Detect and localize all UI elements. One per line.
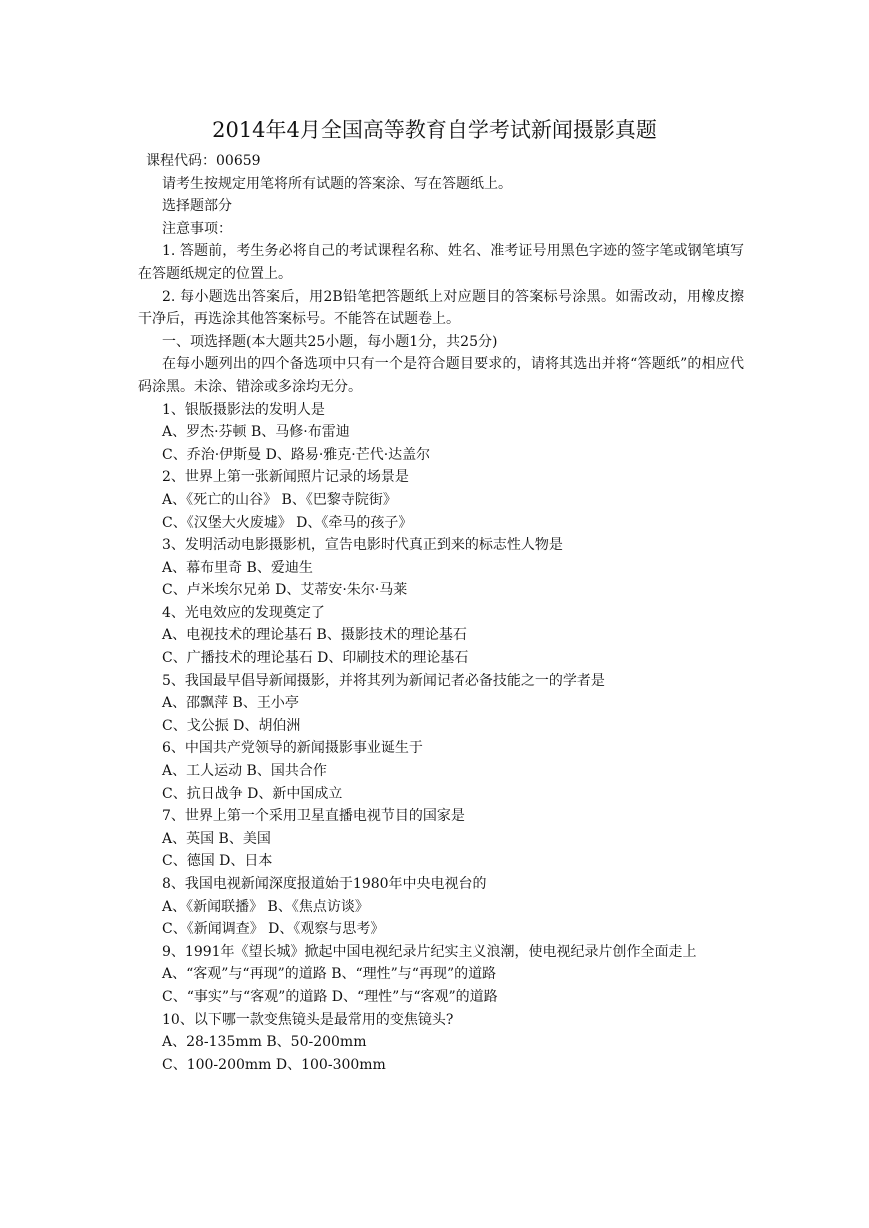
question-9-options-cd: C、“事实”与“客观”的道路 D、“理性”与“客观”的道路 bbox=[162, 988, 498, 1005]
question-6-options-cd: C、抗日战争 D、新中国成立 bbox=[162, 785, 343, 802]
question-3-options-cd: C、卢米埃尔兄弟 D、艾蒂安·朱尔·马莱 bbox=[162, 582, 408, 599]
question-9: 9、1991年《望长城》掀起中国电视纪录片纪实主义浪潮，使电视纪录片创作全面走上 bbox=[162, 943, 697, 960]
document-body bbox=[138, 150, 744, 1076]
question-7-options-ab: A、英国 B、美国 bbox=[162, 830, 271, 847]
note-2: 2. 每小题选出答案后，用2B铅笔把答题纸上对应题目的答案标号涂黑。如需改动，用橡皮擦干净后，再选涂其他答案标号。不能答在试题卷上。 bbox=[138, 288, 744, 328]
question-5: 5、我国最早倡导新闻摄影，并将其列为新闻记者必备技能之一的学者是 bbox=[162, 672, 605, 689]
question-3: 3、发明活动电影摄影机，宣告电影时代真正到来的标志性人物是 bbox=[162, 537, 563, 554]
question-1: 1、银版摄影法的发明人是 bbox=[162, 401, 325, 418]
question-8-options-ab: A、《新闻联播》 B、《焦点访谈》 bbox=[162, 898, 369, 915]
question-9-options-ab: A、“客观”与“再现”的道路 B、“理性”与“再现”的道路 bbox=[162, 966, 497, 983]
question-2-options-cd: C、《汉堡大火废墟》 D、《牵马的孩子》 bbox=[162, 514, 413, 531]
question-8: 8、我国电视新闻深度报道始于1980年中央电视台的 bbox=[162, 876, 487, 892]
question-4-options-ab: A、电视技术的理论基石 B、摄影技术的理论基石 bbox=[162, 627, 467, 644]
part-heading: 一、项选择题(本大题共25小题，每小题1分，共25分) bbox=[162, 333, 498, 350]
question-8-options-cd: C、《新闻调查》 D、《观察与思考》 bbox=[162, 921, 385, 938]
question-5-options-cd: C、戈公振 D、胡伯洲 bbox=[162, 717, 301, 734]
question-5-options-ab: A、邵飘萍 B、王小亭 bbox=[162, 695, 299, 712]
question-1-options-cd: C、乔治·伊斯曼 D、路易·雅克·芒代·达盖尔 bbox=[162, 446, 431, 463]
part-description: 在每小题列出的四个备选项中只有一个是符合题目要求的，请将其选出并将“答题纸”的相应代码涂黑。未涂、错涂或多涂均无分。 bbox=[138, 356, 744, 395]
question-2: 2、世界上第一张新闻照片记录的场景是 bbox=[162, 469, 409, 486]
question-1-options-ab: A、罗杰·芬顿 B、马修·布雷迪 bbox=[162, 424, 350, 441]
question-10-options-cd: C、100-200mm D、100-300mm bbox=[162, 1056, 386, 1073]
section-label: 选择题部分 bbox=[162, 198, 232, 215]
course-code: 课程代码：00659 bbox=[146, 153, 261, 169]
note-1: 1. 答题前，考生务必将自己的考试课程名称、姓名、准考证号用黑色字迹的签字笔或钢笔填写在答题纸规定的位置上。 bbox=[138, 243, 744, 282]
question-6: 6、中国共产党领导的新闻摄影事业诞生于 bbox=[162, 740, 423, 757]
question-7-options-cd: C、德国 D、日本 bbox=[162, 853, 273, 870]
question-3-options-ab: A、幕布里奇 B、爱迪生 bbox=[162, 559, 313, 576]
exam-title: 2014年4月全国高等教育自学考试新闻摄影真题 bbox=[212, 118, 657, 142]
question-10-options-ab: A、28-135mm B、50-200mm bbox=[162, 1034, 367, 1051]
question-2-options-ab: A、《死亡的山谷》 B、《巴黎寺院街》 bbox=[162, 491, 397, 508]
question-6-options-ab: A、工人运动 B、国共合作 bbox=[162, 763, 327, 780]
question-7: 7、世界上第一个采用卫星直播电视节目的国家是 bbox=[162, 808, 465, 825]
instruction-text: 请考生按规定用笔将所有试题的答案涂、写在答题纸上。 bbox=[162, 175, 512, 192]
question-4-options-cd: C、广播技术的理论基石 D、印刷技术的理论基石 bbox=[162, 650, 469, 667]
question-4: 4、光电效应的发现奠定了 bbox=[162, 604, 325, 621]
notes-heading: 注意事项： bbox=[162, 220, 232, 237]
question-10: 10、以下哪一款变焦镜头是最常用的变焦镜头? bbox=[162, 1011, 454, 1028]
